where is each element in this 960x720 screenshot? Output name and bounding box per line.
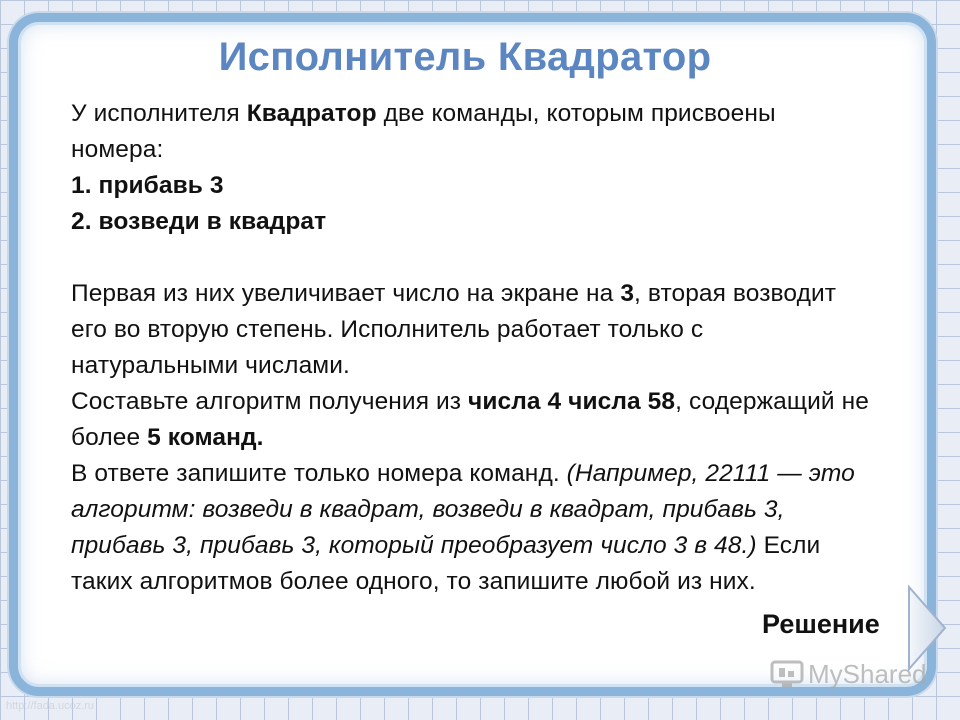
- paragraph-task: Составьте алгоритм получения из числа 4 числа 58, содержащий не более 5 команд.: [71, 388, 869, 451]
- paragraph-answer: В ответе запишите только номера команд. (Например, 22111 — это алгоритм: возведи в квадрат, возведи в квадрат, прибавь 3, прибавь 3, прибавь 3, который преобразует число 3 в 48.) Если таких алгоритмов более одного, то запишите любой из них.: [71, 460, 855, 595]
- solution-link[interactable]: Решение: [762, 609, 880, 639]
- command-1: 1. прибавь 3: [71, 172, 224, 199]
- spacer: [71, 240, 871, 276]
- paragraph-intro: У исполнителя Квадратор две команды, которым присвоены номера:: [71, 100, 776, 163]
- slide-title: Исполнитель Квадратор: [218, 35, 712, 79]
- command-2: 2. возведи в квадрат: [71, 208, 327, 235]
- paragraph-description: Первая из них увеличивает число на экране на 3, вторая возводит его во вторую степень. Исполнитель работает только с натуральными числами.: [71, 280, 837, 379]
- source-url: http://fada.ucoz.ru: [6, 700, 95, 712]
- watermark: MyShared: [770, 656, 927, 692]
- myshared-logo-icon: [770, 659, 804, 689]
- slide-content: [71, 96, 871, 600]
